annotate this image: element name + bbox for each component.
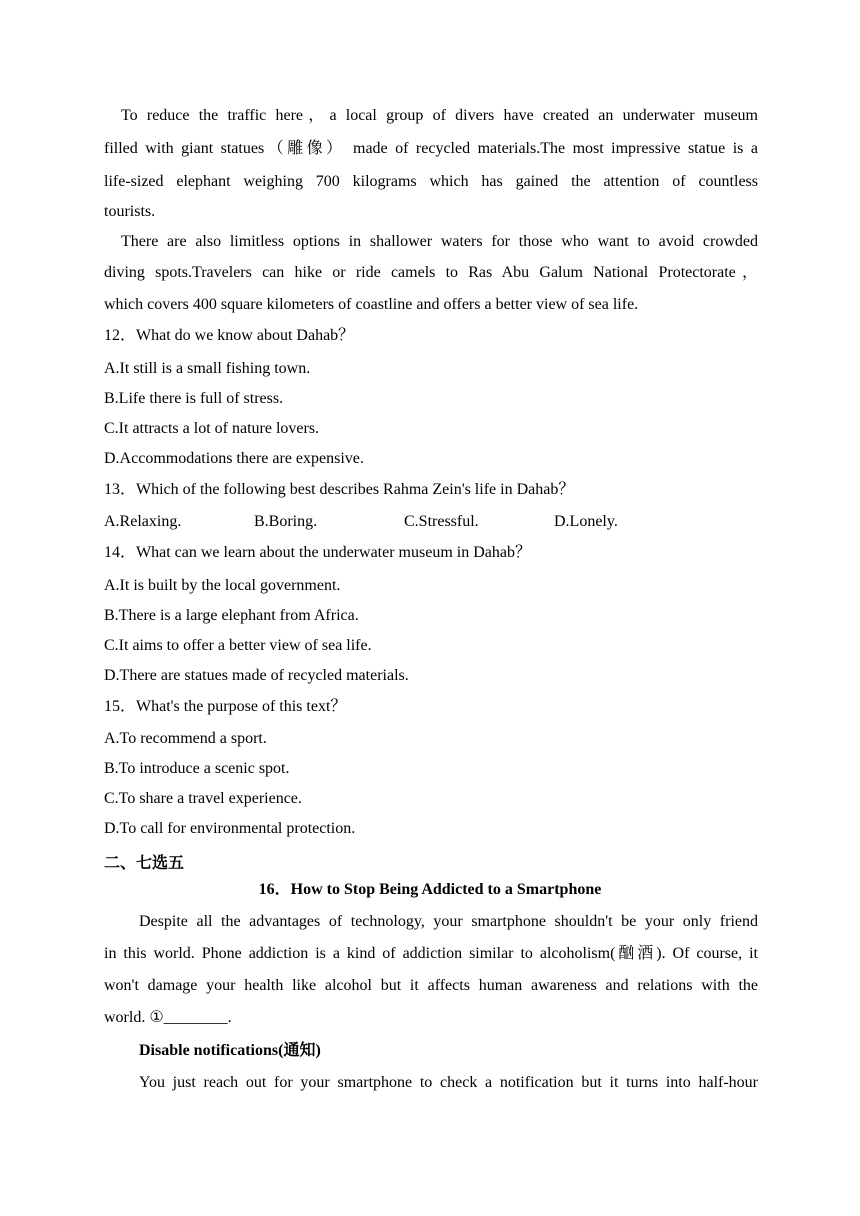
answer-option: B.There is a large elephant from Africa. [104, 607, 359, 624]
question-stem: 13．Which of the following best describes Rahma Zein's life in Dahab？ [104, 481, 575, 498]
question-stem: 12．What do we know about Dahab？ [104, 327, 355, 344]
answer-option: C.To share a travel experience. [104, 790, 302, 807]
section-heading: 二、七选五 [104, 853, 185, 872]
answer-option: D.Lonely. [554, 513, 618, 530]
answer-option: A.It still is a small fishing town. [104, 360, 311, 377]
passage-subheading: Disable notifications(通知) [139, 1042, 321, 1059]
answer-option: D.There are statues made of recycled materials. [104, 667, 409, 684]
passage-line: tourists. [104, 203, 156, 220]
answer-option: B.Life there is full of stress. [104, 390, 284, 407]
answer-option: A.Relaxing. [104, 513, 182, 530]
question-stem: 14．What can we learn about the underwater museum in Dahab？ [104, 544, 531, 561]
passage-line: world. ①________. [104, 1009, 232, 1026]
answer-option: A.It is built by the local government. [104, 577, 341, 594]
answer-option: C.It attracts a lot of nature lovers. [104, 420, 320, 437]
answer-option: C.Stressful. [404, 513, 479, 530]
passage-line: Despite all the advantages of technology, your smartphone shouldn't be your only friend [139, 913, 758, 930]
passage-line: diving spots.Travelers can hike or ride camels to Ras Abu Galum National Protectorate， [104, 264, 758, 281]
passage-line: There are also limitless options in shallower waters for those who want to avoid crowded [121, 233, 758, 250]
passage-line: life-sized elephant weighing 700 kilograms which has gained the attention of countless [104, 173, 758, 190]
answer-option: A.To recommend a sport. [104, 730, 267, 747]
passage-title: 16．How to Stop Being Addicted to a Smartphone [258, 881, 602, 898]
question-stem: 15．What's the purpose of this text？ [104, 698, 347, 715]
answer-option: B.To introduce a scenic spot. [104, 760, 290, 777]
passage-line: To reduce the traffic here，a local group of divers have created an underwater museum [121, 107, 758, 124]
answer-option-row [104, 512, 758, 532]
passage-line: which covers 400 square kilometers of coastline and offers a better view of sea life. [104, 296, 639, 313]
passage-line: You just reach out for your smartphone to check a notification but it turns into half-hour [139, 1074, 758, 1091]
answer-option: D.To call for environmental protection. [104, 820, 356, 837]
answer-option: B.Boring. [254, 513, 318, 530]
passage-line: won't damage your health like alcohol but it affects human awareness and relations with the [104, 977, 758, 994]
passage-line: in this world. Phone addiction is a kind of addiction similar to alcoholism(酗酒). Of course, it [104, 945, 758, 962]
answer-option: C.It aims to offer a better view of sea life. [104, 637, 372, 654]
passage-line: filled with giant statues（雕像） made of recycled materials.The most impressive statue is a [104, 140, 758, 157]
answer-option: D.Accommodations there are expensive. [104, 450, 364, 467]
